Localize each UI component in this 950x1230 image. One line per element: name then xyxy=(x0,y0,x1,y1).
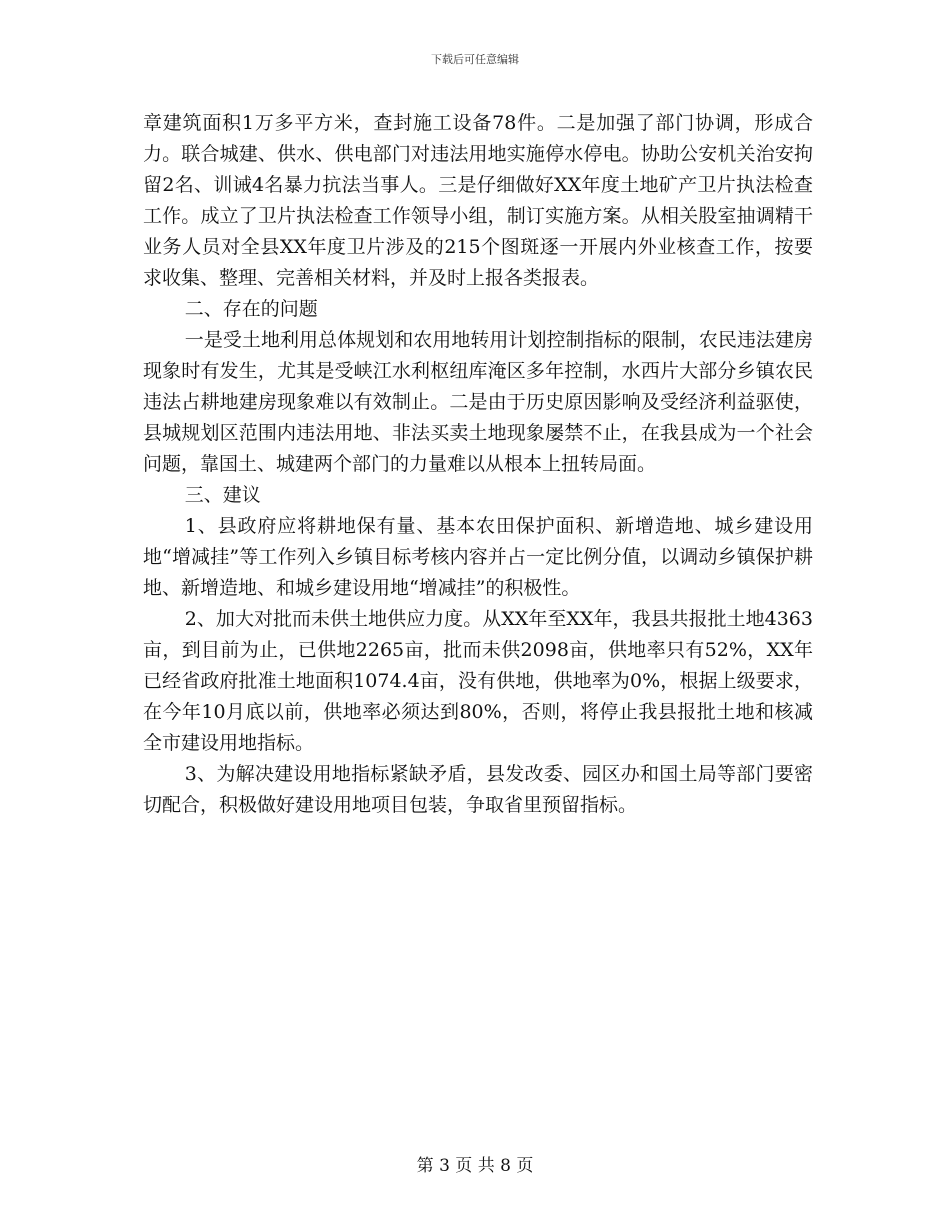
section-heading-suggestions: 三、建议 xyxy=(184,484,261,506)
paragraph-suggestion-1: 1、县政府应将耕地保有量、基本农田保护面积、新增造地、城乡建设用地“增减挂”等工作列入乡镇目标考核内容并占一定比例分值，以调动乡镇保护耕地、新增造地、和城乡建设用地“增减挂”的积极性。 xyxy=(143,515,813,599)
paragraph-problems: 一是受土地利用总体规划和农用地转用计划控制指标的限制，农民违法建房现象时有发生，尤其是受峡江水利枢纽库淹区多年控制，水西片大部分乡镇农民违法占耕地建房现象难以有效制止。二是由于历史原因影响及受经济利益驱使，县城规划区范围内违法用地、非法买卖土地现象屡禁不止，在我县成为一个社会问题，靠国土、城建两个部门的力量难以从根本上扭转局面。 xyxy=(143,329,813,475)
page-number: 第 3 页 共 8 页 xyxy=(416,1156,534,1176)
paragraph-suggestion-3: 3、为解决建设用地指标紧缺矛盾，县发改委、园区办和国土局等部门要密切配合，积极做好建设用地项目包装，争取省里预留指标。 xyxy=(143,763,813,816)
paragraph-suggestion-2: 2、加大对批而未供土地供应力度。从XX年至XX年，我县共报批土地4363亩，到目前为止，已供地2265亩，批而未供2098亩，供地率只有52%，XX年已经省政府批准土地面积1074.4亩，没有供地，供地率为0%，根据上级要求，在今年10月底以前，供地率必须达到80%，否则，将停止我县报批土地和核减全市建设用地指标。 xyxy=(143,608,813,754)
section-heading-problems: 二、存在的问题 xyxy=(184,298,318,320)
document-body xyxy=(143,108,813,821)
paragraph-continuation: 章建筑面积1万多平方米，查封施工设备78件。二是加强了部门协调，形成合力。联合城建、供水、供电部门对违法用地实施停水停电。协助公安机关治安拘留2名、训诫4名暴力抗法当事人。三是仔细做好XX年度土地矿产卫片执法检查工作。成立了卫片执法检查工作领导小组，制订实施方案。从相关股室抽调精干业务人员对全县XX年度卫片涉及的215个图斑逐一开展内外业核查工作，按要求收集、整理、完善相关材料，并及时上报各类报表。 xyxy=(143,112,813,289)
page-header: 下载后可任意编辑 xyxy=(431,53,519,66)
